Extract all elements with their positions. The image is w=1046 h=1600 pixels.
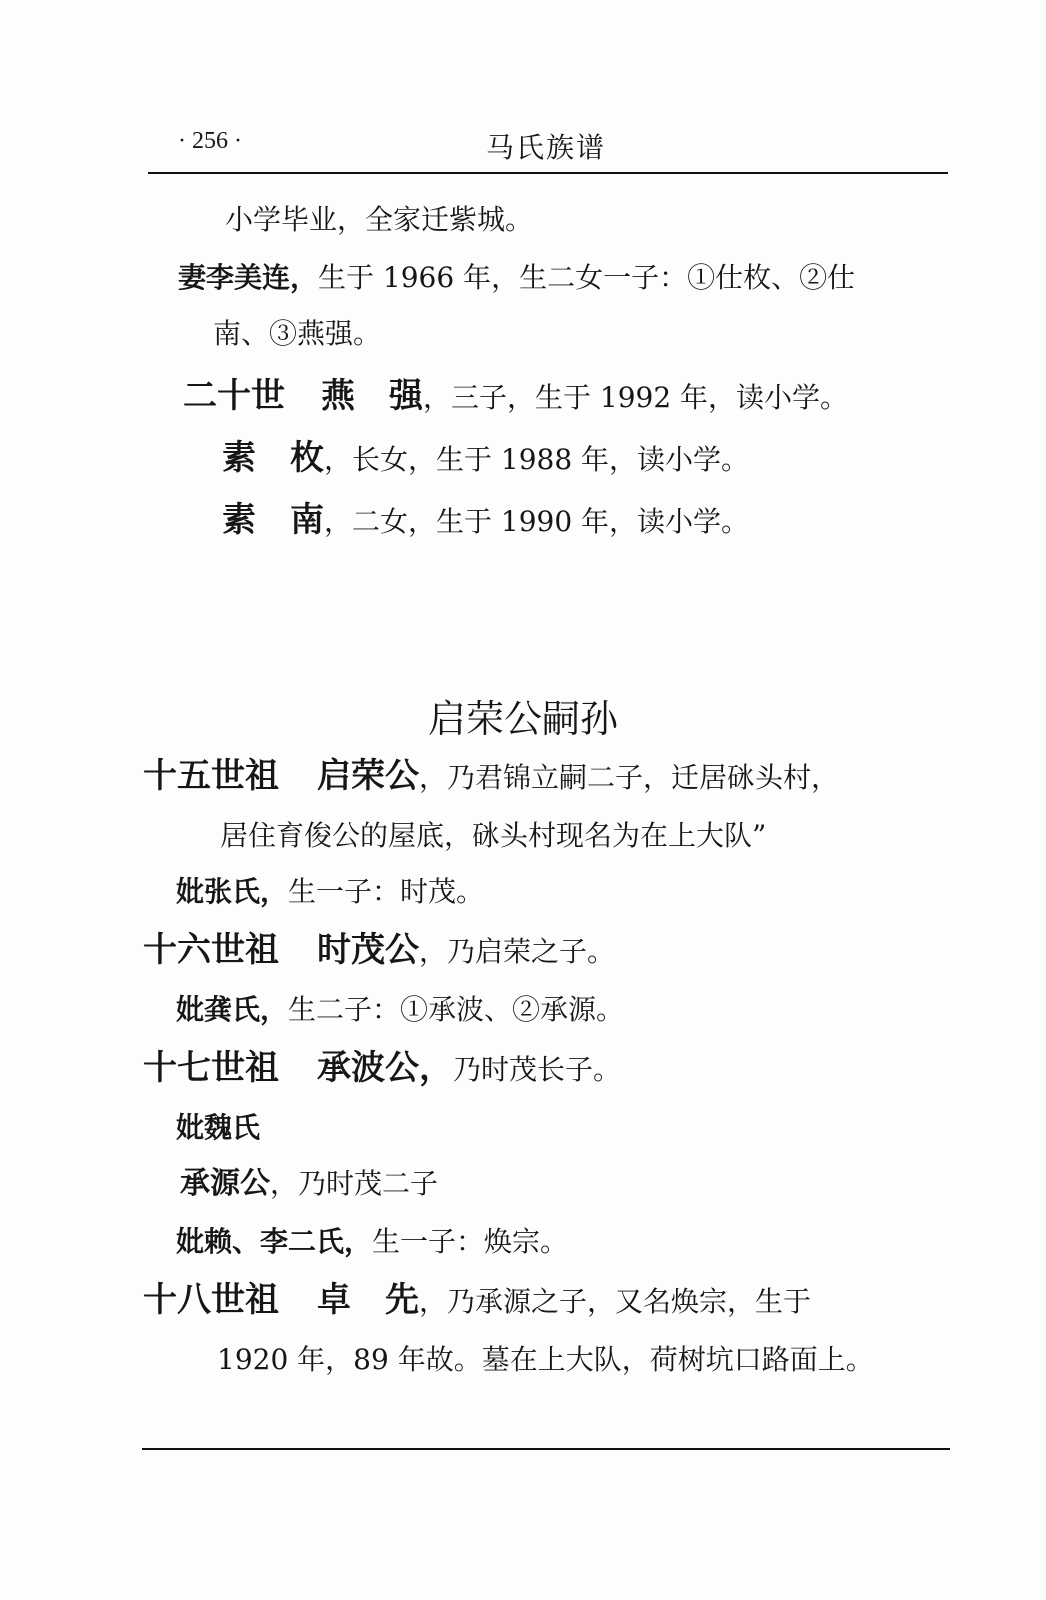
- person-name: 素 南: [222, 500, 324, 540]
- generation-entry: 十七世祖 承波公，乃时茂长子。: [143, 1048, 622, 1088]
- generation-label: 十五世祖: [143, 756, 279, 796]
- text-line: 1920 年，89 年故。墓在上大队，荷树坑口路面上。: [217, 1343, 874, 1376]
- spouse-name: 妻李美连，: [178, 261, 319, 294]
- person-name: 燕 强: [321, 376, 423, 416]
- generation-entry: 二十世 燕 强，三子，生于 1992 年，读小学。: [183, 376, 849, 416]
- generation-label: 十七世祖: [143, 1048, 279, 1088]
- generation-entry: 十五世祖 启荣公，乃君锦立嗣二子，迁居砯头村，: [143, 756, 840, 796]
- spouse-name: 妣赖、李二氏，: [176, 1225, 373, 1258]
- spouse-line: [176, 1108, 260, 1148]
- header-rule: [148, 172, 948, 174]
- spouse-line: 妣龚氏，生二子：①承波、②承源。: [176, 993, 625, 1026]
- section-title: 启荣公嗣孙: [427, 697, 618, 741]
- generation-entry: 十八世祖 卓 先，乃承源之子，又名焕宗，生于: [143, 1280, 812, 1320]
- person-name: 承波公，: [317, 1048, 453, 1088]
- generation-label: 二十世: [183, 376, 285, 416]
- generation-label: 十八世祖: [143, 1280, 279, 1320]
- page-number: · 256 ·: [178, 128, 242, 154]
- spouse-name: 妣张氏，: [176, 875, 289, 908]
- footer-rule: [142, 1448, 950, 1450]
- spouse-name: 妣龚氏，: [176, 993, 289, 1026]
- generation-entry: 素 南，二女，生于 1990 年，读小学。: [222, 500, 750, 540]
- text-line: 居住育俊公的屋底，砯头村现名为在上大队”: [220, 819, 767, 852]
- person-name: 卓 先: [317, 1280, 419, 1320]
- book-title: 马氏族谱: [486, 131, 607, 164]
- spouse-line: 妣赖、李二氏，生一子：焕宗。: [176, 1225, 569, 1258]
- person-name: 承源公: [180, 1166, 270, 1201]
- spouse-line: 妣张氏，生一子：时茂。: [176, 875, 485, 908]
- person-name: 启荣公: [317, 756, 419, 796]
- generation-entry: 素 枚，长女，生于 1988 年，读小学。: [222, 438, 750, 478]
- generation-label: 十六世祖: [143, 930, 279, 970]
- text-line: 小学毕业，全家迁紫城。: [225, 203, 534, 236]
- generation-entry: 十六世祖 时茂公，乃启荣之子。: [143, 930, 616, 970]
- text-line: 南、③燕强。: [213, 317, 382, 350]
- text-line: 妻李美连，生于 1966 年，生二女一子：①仕枚、②仕: [178, 261, 856, 294]
- person-name: 素 枚: [222, 438, 324, 478]
- spouse-name: 妣魏氏: [176, 1111, 261, 1144]
- page-header: [148, 128, 948, 164]
- person-name: 时茂公: [317, 930, 419, 970]
- generation-entry: 承源公，乃时茂二子: [180, 1166, 439, 1201]
